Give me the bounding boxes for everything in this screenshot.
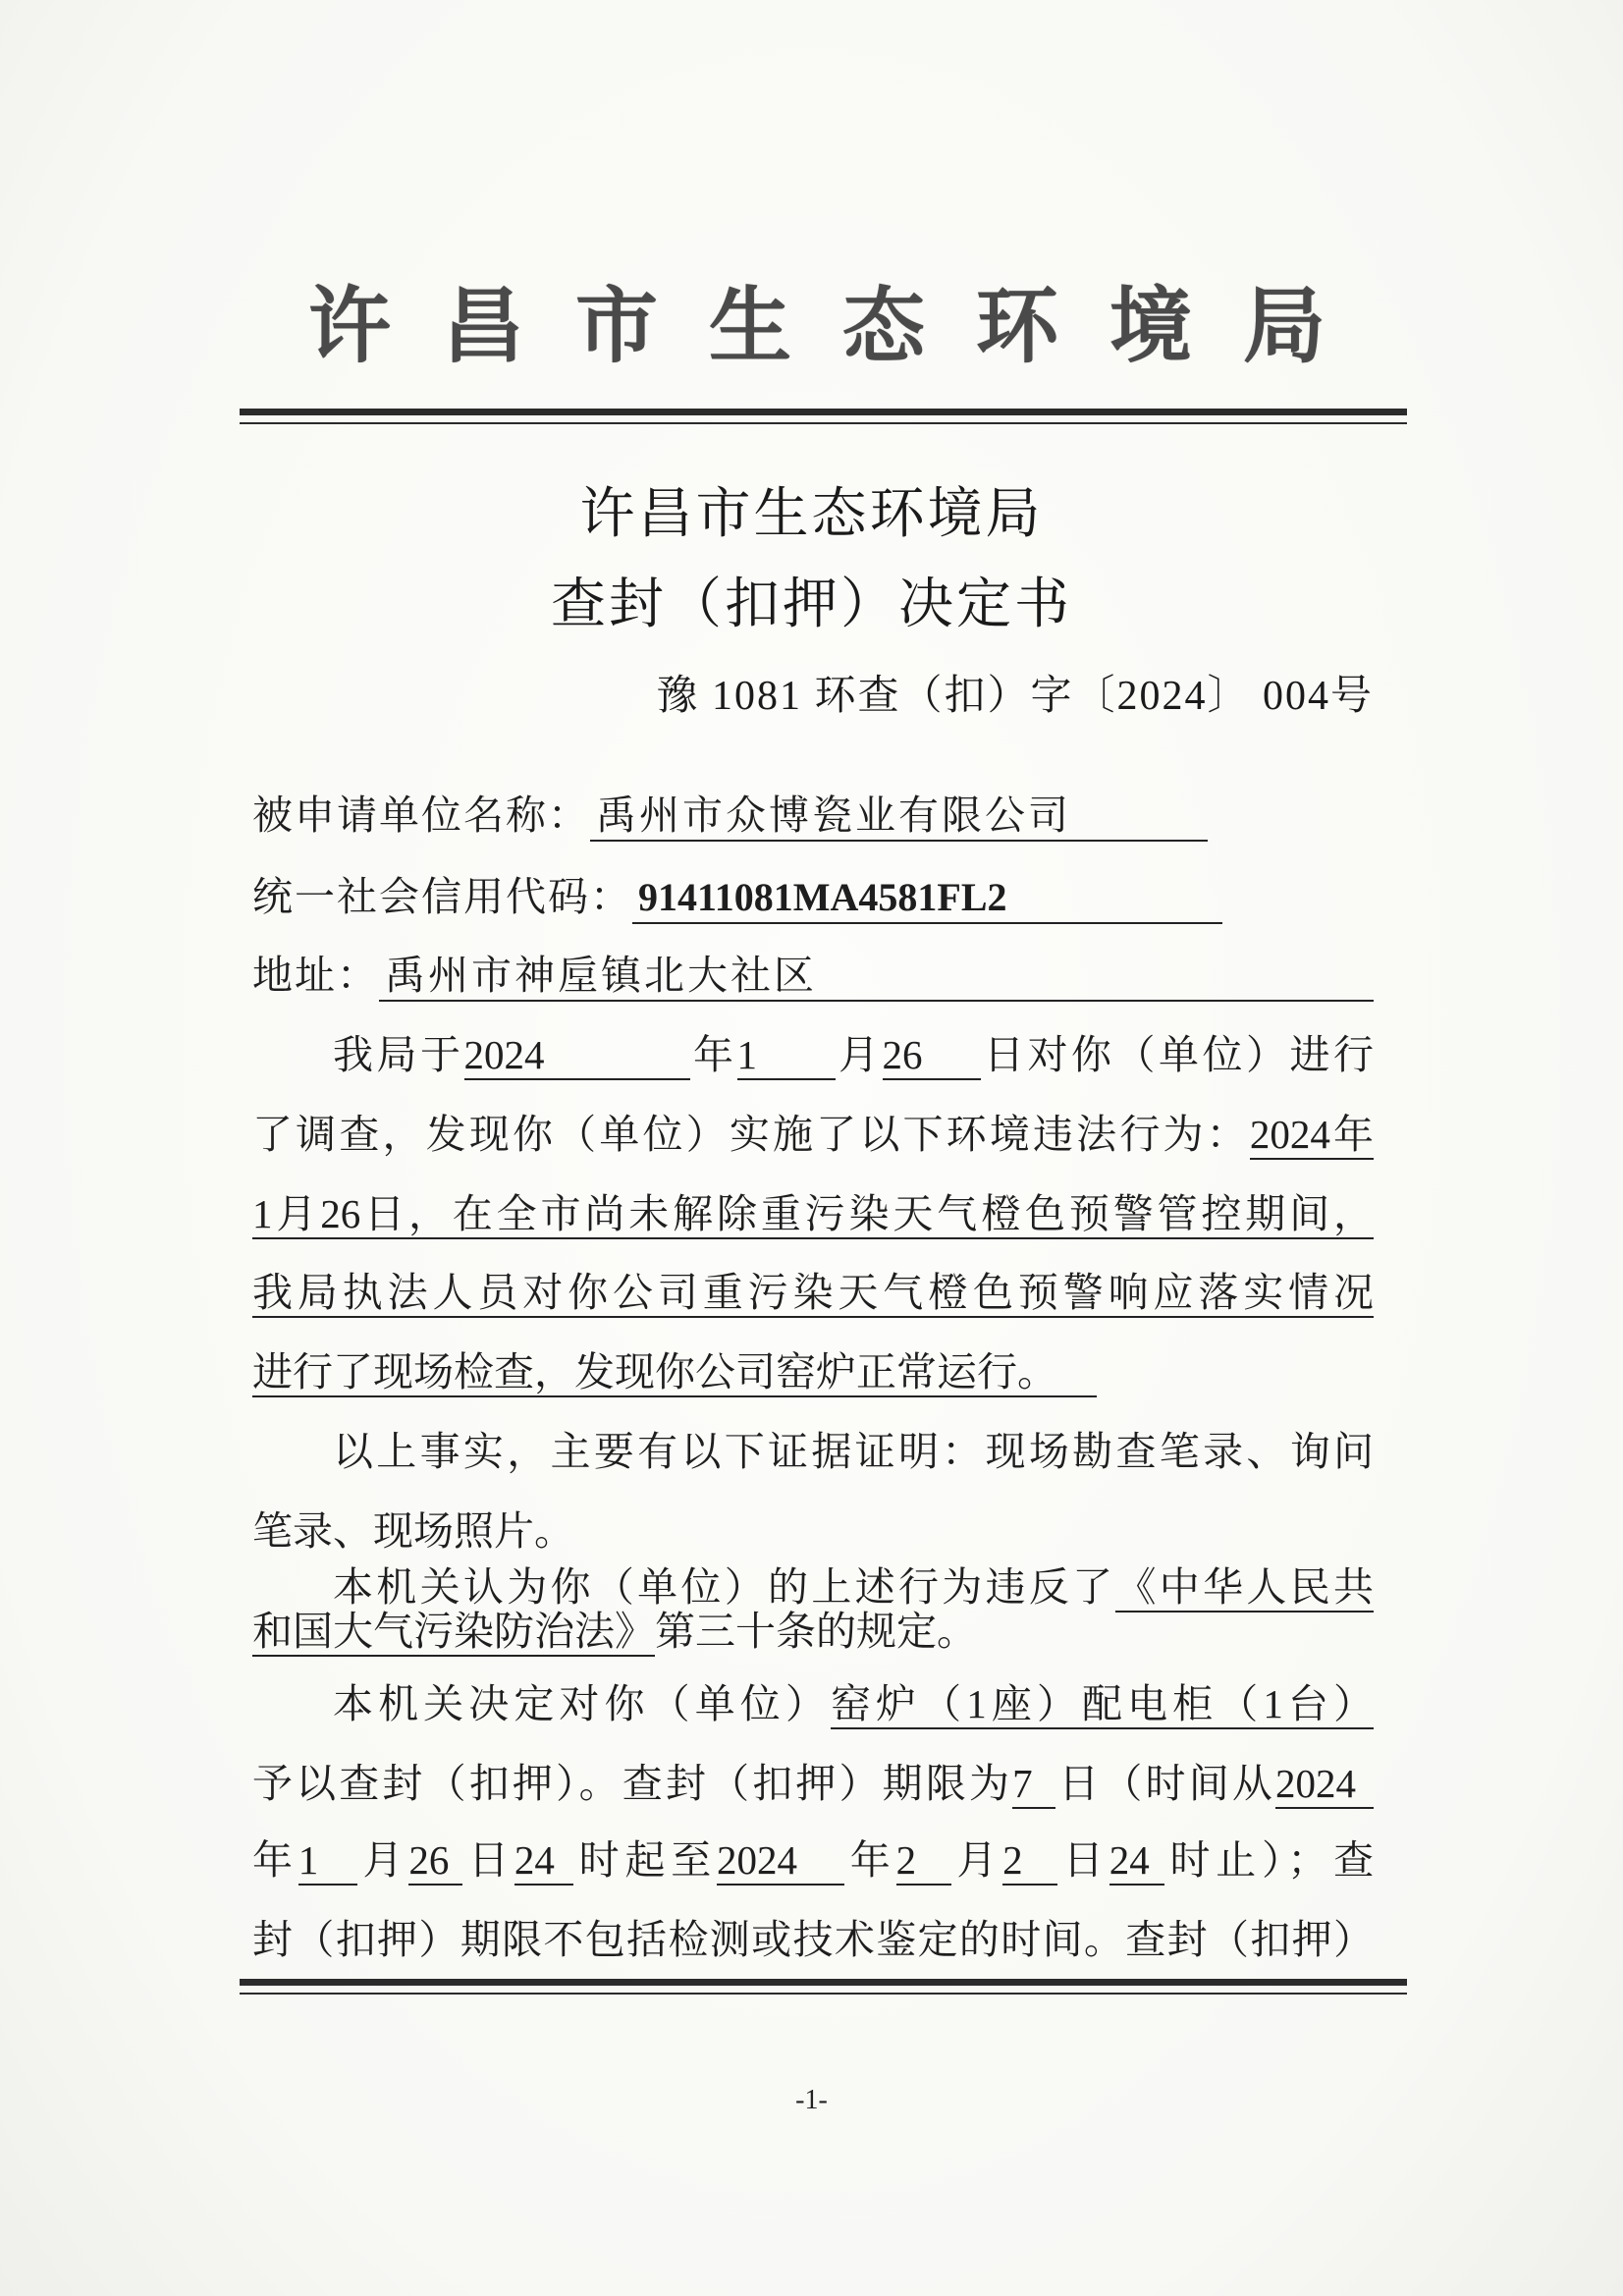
body-line [252, 1184, 1374, 1243]
fill-in-blank: 1 [737, 1032, 836, 1080]
field-value: 91411081MA4581FL2 [632, 873, 1222, 924]
body-line [252, 1754, 1374, 1813]
body-text: 我局于 [333, 1032, 464, 1077]
fill-in-blank: 1 [298, 1837, 357, 1886]
fill-in-blank: 24 [514, 1837, 573, 1886]
body-text: 日 [462, 1837, 514, 1883]
document-number: 豫 1081 环查（扣）字〔2024〕 004号 [656, 674, 1374, 719]
document-title-type: 查封（扣押）决定书 [551, 573, 1072, 636]
underlined-text: 窑炉（1座）配电柜（1台） [831, 1681, 1374, 1729]
field-entity-name [252, 786, 1208, 845]
letterhead-agency-name: 许昌市生态环境局 [308, 277, 1378, 374]
body-text: 月 [356, 1837, 409, 1883]
underlined-text: 1月26日，在全市尚未解除重污染天气橙色预警管控期间， [252, 1191, 1374, 1239]
footer-rule-thick [240, 1979, 1407, 1986]
body-line [252, 1263, 1374, 1322]
underlined-text: 和国大气污染防治法》 [252, 1609, 655, 1657]
body-text: 月 [835, 1032, 883, 1077]
body-line [252, 1602, 1374, 1661]
body-text: 日 [1057, 1837, 1109, 1883]
body-text: 予以查封（扣押）。查封（扣押）期限为 [252, 1761, 1013, 1806]
body-text: 第三十条的规定。 [655, 1609, 977, 1654]
body-text: 时止）；查 [1163, 1837, 1375, 1883]
fill-in-blank: 2 [896, 1837, 951, 1886]
body-text: 日（时间从 [1055, 1761, 1275, 1806]
field-address [252, 946, 1374, 1005]
body-line [252, 1502, 1374, 1560]
body-text: 本机关认为你（单位）的上述行为违反了 [333, 1564, 1116, 1610]
document-title-agency: 许昌市生态环境局 [579, 482, 1044, 546]
body-text: 以上事实，主要有以下证据证明：现场勘查笔录、询问 [333, 1429, 1374, 1474]
body-text: 了调查，发现你（单位）实施了以下环境违法行为： [252, 1112, 1250, 1157]
body-line [252, 1342, 1374, 1401]
body-line [252, 1831, 1374, 1889]
letterhead-rule-thin [240, 422, 1407, 424]
field-credit-code [252, 867, 1222, 926]
body-text: 笔录、现场照片。 [252, 1508, 574, 1554]
body-text: 封（扣押）期限不包括检测或技术鉴定的时间。查封（扣押） [252, 1917, 1374, 1962]
letterhead-rule-thick [240, 409, 1407, 415]
body-text: 本机关决定对你（单位） [333, 1681, 831, 1726]
field-value: 禹州市众博瓷业有限公司 [590, 791, 1208, 842]
underlined-text: 《中华人民共 [1115, 1564, 1374, 1613]
body-text: 年 [689, 1032, 737, 1077]
fill-in-blank: 7 [1012, 1761, 1055, 1809]
underlined-text: 进行了现场检查，发现你公司窑炉正常运行。 [252, 1349, 1097, 1397]
body-line [252, 1105, 1374, 1164]
body-line [252, 1422, 1374, 1481]
fill-in-blank: 2024 [717, 1837, 844, 1886]
underlined-text: 我局执法人员对你公司重污染天气橙色预警响应落实情况 [252, 1270, 1374, 1318]
body-text: 月 [950, 1837, 1003, 1883]
field-label: 地址： [252, 953, 379, 998]
field-label: 被申请单位名称： [252, 793, 590, 838]
body-line [252, 1910, 1374, 1969]
body-text: 日对你（单位）进行 [980, 1032, 1374, 1077]
footer-rule-thin [240, 1993, 1407, 1995]
fill-in-blank: 24 [1109, 1837, 1164, 1886]
body-line [252, 1674, 1374, 1733]
fill-in-blank: 26 [883, 1032, 981, 1080]
fill-in-blank: 26 [408, 1837, 462, 1886]
body-text: 年 [844, 1837, 896, 1883]
fill-in-blank: 2 [1002, 1837, 1057, 1886]
fill-in-blank: 2024 [1275, 1761, 1374, 1809]
body-text: 时起至 [572, 1837, 718, 1883]
body-line [252, 1025, 1374, 1084]
underlined-text: 2024年 [1250, 1112, 1374, 1160]
field-value: 禹州市神垕镇北大社区 [379, 951, 1374, 1002]
fill-in-blank: 2024 [464, 1032, 690, 1080]
page-number: -1- [795, 2085, 828, 2115]
field-label: 统一社会信用代码： [252, 874, 632, 919]
body-text: 年 [252, 1837, 298, 1883]
